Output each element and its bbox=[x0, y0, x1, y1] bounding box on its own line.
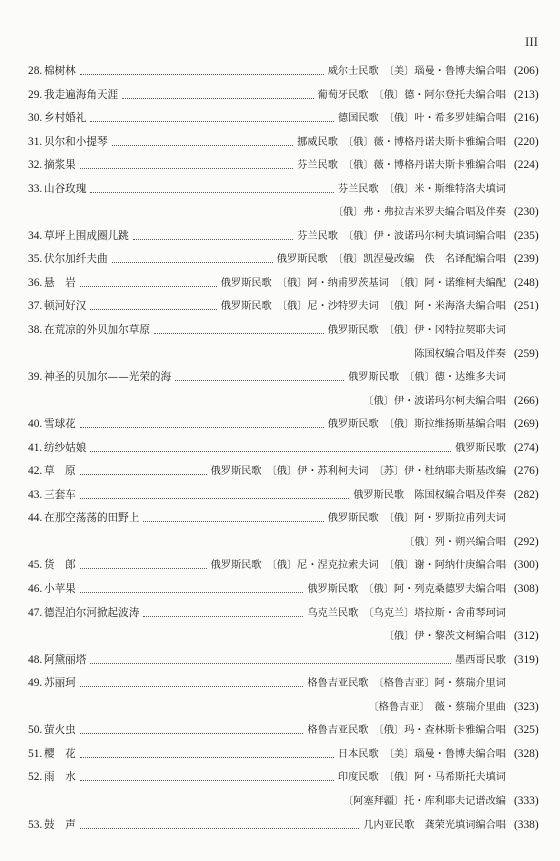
entry-number: 48. bbox=[28, 653, 43, 666]
entry-credits: 格鲁吉亚民歌 〔格鲁吉亚〕阿・蔡瑞介里词 bbox=[307, 678, 506, 690]
entry-number: 34. bbox=[28, 229, 43, 242]
entry-number: 38. bbox=[28, 324, 43, 337]
entry-title: 小苹果 bbox=[44, 583, 76, 596]
entry-title: 货 郎 bbox=[44, 559, 76, 572]
entry-credits: 俄罗斯民歌 〔俄〕伊・苏利柯夫词 〔苏〕伊・杜纳耶夫斯基改编 bbox=[210, 466, 506, 478]
entry-credits: 俄罗斯民歌 〔俄〕阿・列克桑德罗夫编合唱 bbox=[307, 584, 506, 596]
page-number: III bbox=[525, 34, 538, 49]
entry-credits: 俄罗斯民歌 〔俄〕伊・冈特拉契耶夫词 bbox=[327, 325, 506, 337]
leader-dots bbox=[80, 757, 334, 758]
leader-dots bbox=[80, 568, 207, 569]
leader-dots bbox=[80, 592, 303, 593]
entry-number: 50. bbox=[28, 724, 43, 737]
leader-dots bbox=[80, 828, 359, 829]
entry-page: (323) bbox=[514, 700, 539, 713]
entry-title: 三套车 bbox=[44, 488, 76, 501]
entry-page: (333) bbox=[514, 794, 539, 807]
toc-row bbox=[28, 343, 539, 367]
toc-row bbox=[28, 554, 539, 578]
toc-row bbox=[28, 84, 539, 108]
leader-dots bbox=[143, 616, 303, 617]
entry-credits: 俄罗斯民歌 〔俄〕凯涅曼改编 佚 名译配编合唱 bbox=[276, 254, 506, 266]
leader-dots bbox=[90, 121, 334, 122]
entry-page: (300) bbox=[514, 559, 539, 572]
leader-dots bbox=[80, 498, 349, 499]
entry-number: 44. bbox=[28, 512, 43, 525]
entry-title: 雨 水 bbox=[44, 771, 76, 784]
toc-row bbox=[28, 178, 506, 202]
toc-row bbox=[28, 460, 539, 484]
leader-dots bbox=[80, 427, 324, 428]
toc-row bbox=[28, 484, 539, 508]
entry-credits: 印度民歌 〔俄〕阿・马希斯托夫填词 bbox=[337, 772, 506, 784]
entry-title: 贝尔和小提琴 bbox=[44, 135, 108, 148]
entry-page: (338) bbox=[514, 818, 539, 831]
entry-title: 草 原 bbox=[44, 465, 76, 478]
toc-row bbox=[28, 719, 539, 743]
entry-credits: 俄罗斯民歌 bbox=[455, 442, 506, 454]
toc-row bbox=[28, 649, 539, 673]
toc-row bbox=[28, 248, 539, 272]
entry-credits: 乌克兰民歌 〔乌克兰〕塔拉斯・舍甫琴珂词 bbox=[307, 607, 506, 619]
toc-row bbox=[28, 131, 539, 155]
entry-credits: 俄罗斯民歌 陈国权编合唱及伴奏 bbox=[353, 489, 506, 501]
entry-title: 雪球花 bbox=[44, 418, 76, 431]
entry-page: (248) bbox=[514, 276, 539, 289]
entry-page: (308) bbox=[514, 583, 539, 596]
entry-credits: 葡萄牙民歌 〔俄〕德・阿尔登托夫编合唱 bbox=[317, 89, 506, 101]
toc-row bbox=[28, 437, 539, 461]
entry-title: 鼓 声 bbox=[44, 818, 76, 831]
entry-page: (312) bbox=[514, 630, 539, 643]
entry-page: (206) bbox=[514, 65, 539, 77]
entry-page: (292) bbox=[514, 535, 539, 548]
entry-number: 35. bbox=[28, 253, 43, 266]
entry-title: 在荒凉的外贝加尔草原 bbox=[44, 324, 150, 337]
entry-title: 纺纱姑娘 bbox=[44, 441, 87, 454]
entry-title: 阿黛丽塔 bbox=[44, 653, 87, 666]
entry-credits: 〔俄〕伊・黎茨文柯编合唱 bbox=[383, 631, 506, 643]
entry-number: 42. bbox=[28, 465, 43, 478]
toc-row bbox=[28, 201, 539, 225]
entry-title: 樱 花 bbox=[44, 747, 76, 760]
entry-page: (235) bbox=[514, 229, 539, 242]
entry-credits: 格鲁吉亚民歌 〔俄〕玛・查林斯卡雅编合唱 bbox=[307, 725, 506, 737]
leader-dots bbox=[175, 380, 344, 381]
entry-number: 28. bbox=[28, 65, 43, 77]
leader-dots bbox=[133, 239, 293, 240]
leader-dots bbox=[80, 780, 334, 781]
toc-row bbox=[28, 766, 506, 790]
toc-row bbox=[28, 507, 506, 531]
entry-page: (282) bbox=[514, 488, 539, 501]
toc-row bbox=[28, 390, 539, 414]
entry-page: (269) bbox=[514, 418, 539, 431]
entry-page: (266) bbox=[514, 394, 539, 407]
toc-row bbox=[28, 154, 539, 178]
leader-dots bbox=[112, 145, 293, 146]
toc-row bbox=[28, 107, 539, 131]
entry-number: 53. bbox=[28, 818, 43, 831]
toc-row bbox=[28, 578, 539, 602]
entry-credits: 俄罗斯民歌 〔俄〕斯拉维扬斯基编合唱 bbox=[327, 419, 506, 431]
entry-number: 40. bbox=[28, 418, 43, 431]
toc-row bbox=[28, 295, 539, 319]
entry-page: (259) bbox=[514, 347, 539, 360]
entry-number: 41. bbox=[28, 441, 43, 454]
entry-number: 52. bbox=[28, 771, 43, 784]
entry-number: 47. bbox=[28, 606, 43, 619]
entry-page: (325) bbox=[514, 724, 539, 737]
entry-title: 萤火虫 bbox=[44, 724, 76, 737]
entry-number: 30. bbox=[28, 112, 43, 125]
entry-credits: 〔格鲁吉亚〕 薇・蔡瑞介里曲 bbox=[368, 701, 506, 713]
entry-title: 在那空荡荡的田野上 bbox=[44, 512, 140, 525]
entry-number: 45. bbox=[28, 559, 43, 572]
entry-credits: 芬兰民歌 〔俄〕伊・波诺玛尔柯夫填词编合唱 bbox=[297, 230, 506, 242]
entry-credits: 〔俄〕列・朔兴编合唱 bbox=[404, 536, 506, 548]
entry-credits: 〔俄〕弗・弗拉吉米罗夫编合唱及伴奏 bbox=[332, 207, 506, 219]
toc-row bbox=[28, 696, 539, 720]
leader-dots bbox=[80, 686, 303, 687]
entry-page: (251) bbox=[514, 300, 539, 313]
entry-title: 德涅泊尔河掀起波涛 bbox=[44, 606, 140, 619]
entry-title: 草坪上围成圈儿跳 bbox=[44, 229, 129, 242]
entry-number: 33. bbox=[28, 182, 43, 195]
entry-page: (213) bbox=[514, 88, 539, 101]
toc-row bbox=[28, 60, 539, 84]
toc-row bbox=[28, 672, 506, 696]
entry-credits: 俄罗斯民歌 〔俄〕阿・纳甫罗茨基词 〔俄〕阿・诺维柯夫编配 bbox=[220, 277, 506, 289]
entry-number: 49. bbox=[28, 677, 43, 690]
entry-number: 43. bbox=[28, 488, 43, 501]
entry-number: 36. bbox=[28, 276, 43, 289]
toc-row bbox=[28, 814, 539, 838]
toc-row bbox=[28, 531, 539, 555]
entry-title: 山谷玫瑰 bbox=[44, 182, 87, 195]
leader-dots bbox=[90, 663, 451, 664]
entry-title: 伏尔加纤夫曲 bbox=[44, 253, 108, 266]
entry-number: 32. bbox=[28, 159, 43, 172]
entry-credits: 墨西哥民歌 bbox=[455, 654, 506, 666]
entry-credits: 芬兰民歌 〔俄〕米・斯维特洛夫填词 bbox=[337, 183, 506, 195]
leader-dots bbox=[112, 262, 273, 263]
entry-credits: 俄罗斯民歌 〔俄〕尼・沙特罗夫词 〔俄〕阿・米海洛夫编合唱 bbox=[220, 301, 506, 313]
leader-dots bbox=[154, 333, 324, 334]
entry-page: (276) bbox=[514, 465, 539, 478]
toc-row bbox=[28, 272, 539, 296]
entry-title: 顿河好汉 bbox=[44, 300, 87, 313]
entry-page: (274) bbox=[514, 441, 539, 454]
leader-dots bbox=[90, 309, 217, 310]
entry-number: 39. bbox=[28, 371, 43, 384]
leader-dots bbox=[80, 733, 303, 734]
leader-dots bbox=[80, 74, 324, 75]
entry-number: 29. bbox=[28, 88, 43, 101]
entry-number: 51. bbox=[28, 747, 43, 760]
entry-number: 37. bbox=[28, 300, 43, 313]
entry-credits: 〔阿塞拜疆〕托・库利耶夫记谱改编 bbox=[343, 795, 506, 807]
leader-dots bbox=[90, 451, 451, 452]
entry-title: 摘浆果 bbox=[44, 159, 76, 172]
leader-dots bbox=[143, 521, 324, 522]
entry-credits: 俄罗斯民歌 〔俄〕阿・罗斯拉甫列夫词 bbox=[327, 513, 506, 525]
entry-page: (220) bbox=[514, 135, 539, 148]
toc-row bbox=[28, 225, 539, 249]
entry-title: 悬 岩 bbox=[44, 276, 76, 289]
entry-page: (239) bbox=[514, 253, 539, 266]
leader-dots bbox=[90, 192, 334, 193]
toc-row bbox=[28, 602, 506, 626]
entry-credits: 德国民歌 〔俄〕叶・希多罗娃编合唱 bbox=[337, 113, 506, 125]
entry-credits: 俄罗斯民歌 〔俄〕德・达维多夫词 bbox=[348, 372, 506, 384]
entry-credits: 日本民歌 〔美〕瑙曼・鲁博夫编合唱 bbox=[337, 748, 506, 760]
entry-number: 46. bbox=[28, 583, 43, 596]
entry-title: 我走遍海角天涯 bbox=[44, 88, 119, 101]
entry-page: (216) bbox=[514, 112, 539, 125]
entry-title: 神圣的贝加尔——光荣的海 bbox=[44, 371, 172, 384]
entry-title: 苏丽珂 bbox=[44, 677, 76, 690]
entry-credits: 陈国权编合唱及伴奏 bbox=[414, 348, 506, 360]
table-of-contents bbox=[28, 60, 539, 837]
entry-credits: 芬兰民歌 〔俄〕薇・博格丹诺夫斯卡雅编合唱 bbox=[297, 160, 506, 172]
entry-page: (224) bbox=[514, 159, 539, 172]
entry-number: 31. bbox=[28, 135, 43, 148]
toc-row bbox=[28, 366, 506, 390]
entry-credits: 挪威民歌 〔俄〕薇・博格丹诺夫斯卡雅编合唱 bbox=[297, 136, 506, 148]
leader-dots bbox=[122, 98, 314, 99]
leader-dots bbox=[80, 286, 217, 287]
entry-title: 棉树林 bbox=[44, 65, 76, 77]
toc-row bbox=[28, 319, 506, 343]
entry-title: 乡村婚礼 bbox=[44, 112, 87, 125]
leader-dots bbox=[80, 474, 207, 475]
entry-page: (328) bbox=[514, 747, 539, 760]
entry-credits: 俄罗斯民歌 〔俄〕尼・涅克拉索夫词 〔俄〕谢・阿纳什庚编合唱 bbox=[210, 560, 506, 572]
toc-row bbox=[28, 790, 539, 814]
toc-row bbox=[28, 625, 539, 649]
toc-row bbox=[28, 413, 539, 437]
entry-credits: 威尔士民歌 〔美〕瑙曼・鲁博夫编合唱 bbox=[327, 66, 506, 77]
toc-row bbox=[28, 743, 539, 767]
entry-page: (230) bbox=[514, 206, 539, 219]
entry-credits: 〔俄〕伊・波诺玛尔柯夫编合唱 bbox=[363, 395, 506, 407]
leader-dots bbox=[80, 168, 293, 169]
entry-page: (319) bbox=[514, 653, 539, 666]
entry-credits: 几内亚民歌 龚荣光填词编合唱 bbox=[363, 819, 506, 831]
